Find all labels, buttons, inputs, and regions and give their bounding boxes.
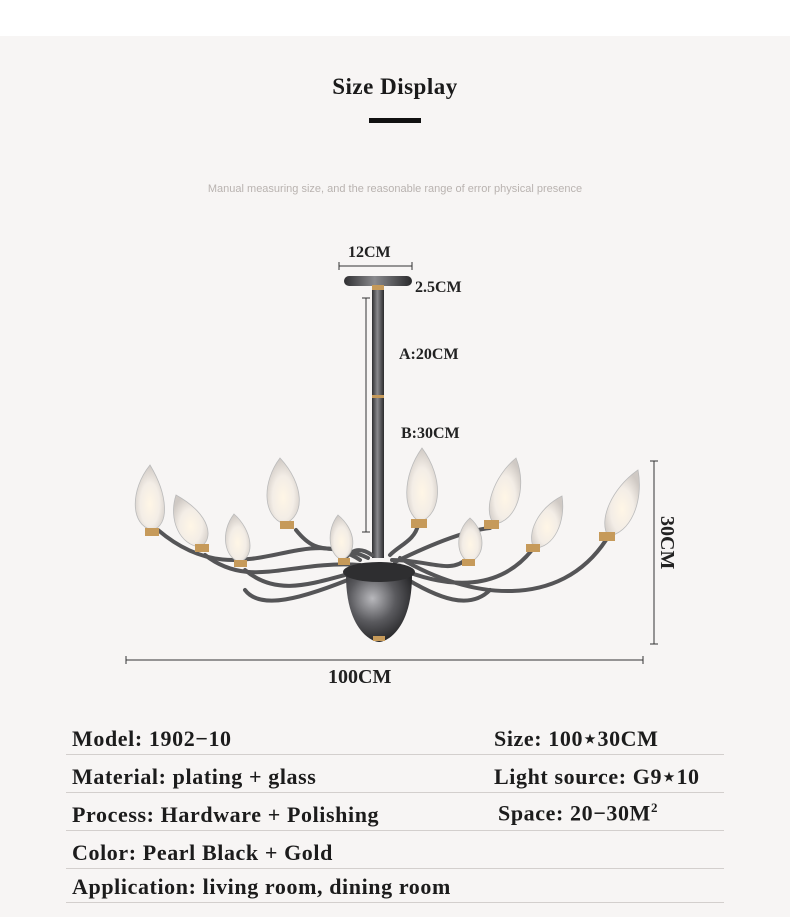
down-rod: [372, 290, 384, 558]
canopy-width-dimension-line: [339, 262, 412, 270]
section-title: Size Display: [332, 74, 458, 99]
height-label: 30CM: [656, 516, 678, 570]
spec-row-3: [66, 794, 724, 831]
rod-a-label: A:20CM: [399, 346, 459, 363]
spec-row-2: [66, 756, 724, 793]
canopy-height-label: 2.5CM: [415, 279, 462, 296]
bulb-8: [484, 458, 521, 529]
spec-model: Model: 1902−10: [72, 726, 232, 751]
spec-space-text: Space: 20−30M: [498, 800, 651, 826]
width-dimension-line: [126, 656, 643, 664]
bulb-6: [407, 448, 438, 528]
rod-b-label: B:30CM: [401, 425, 460, 442]
measuring-note: Manual measuring size, and the reasonable range of error physical presence: [207, 183, 583, 195]
spec-row-1: [66, 718, 724, 755]
spec-material: Material: plating + glass: [72, 764, 317, 789]
bulb-10: [599, 470, 639, 541]
bulb-7: [459, 518, 482, 566]
spec-space: [498, 800, 658, 826]
spec-row-5: [66, 866, 724, 903]
spec-space-superscript: 2: [650, 800, 659, 815]
spec-row-4: [66, 832, 724, 869]
bulb-9: [526, 496, 563, 552]
spec-color: Color: Pearl Black + Gold: [72, 840, 333, 865]
bulb-1: [135, 465, 164, 536]
glass-bulbs: [135, 448, 639, 567]
canopy-width-label: 12CM: [348, 244, 391, 261]
spec-application: Application: living room, dining room: [72, 874, 451, 899]
spec-size: Size: 100⋆30CM: [494, 726, 659, 751]
spec-process: Process: Hardware + Polishing: [72, 802, 380, 827]
ceiling-canopy: [344, 276, 412, 291]
central-bowl: [343, 562, 415, 642]
bulb-5: [330, 515, 353, 565]
rod-dimension-line: [362, 298, 370, 532]
width-label: 100CM: [328, 666, 392, 688]
spec-light-source: Light source: G9⋆10: [494, 764, 700, 789]
bulb-4: [267, 458, 299, 529]
